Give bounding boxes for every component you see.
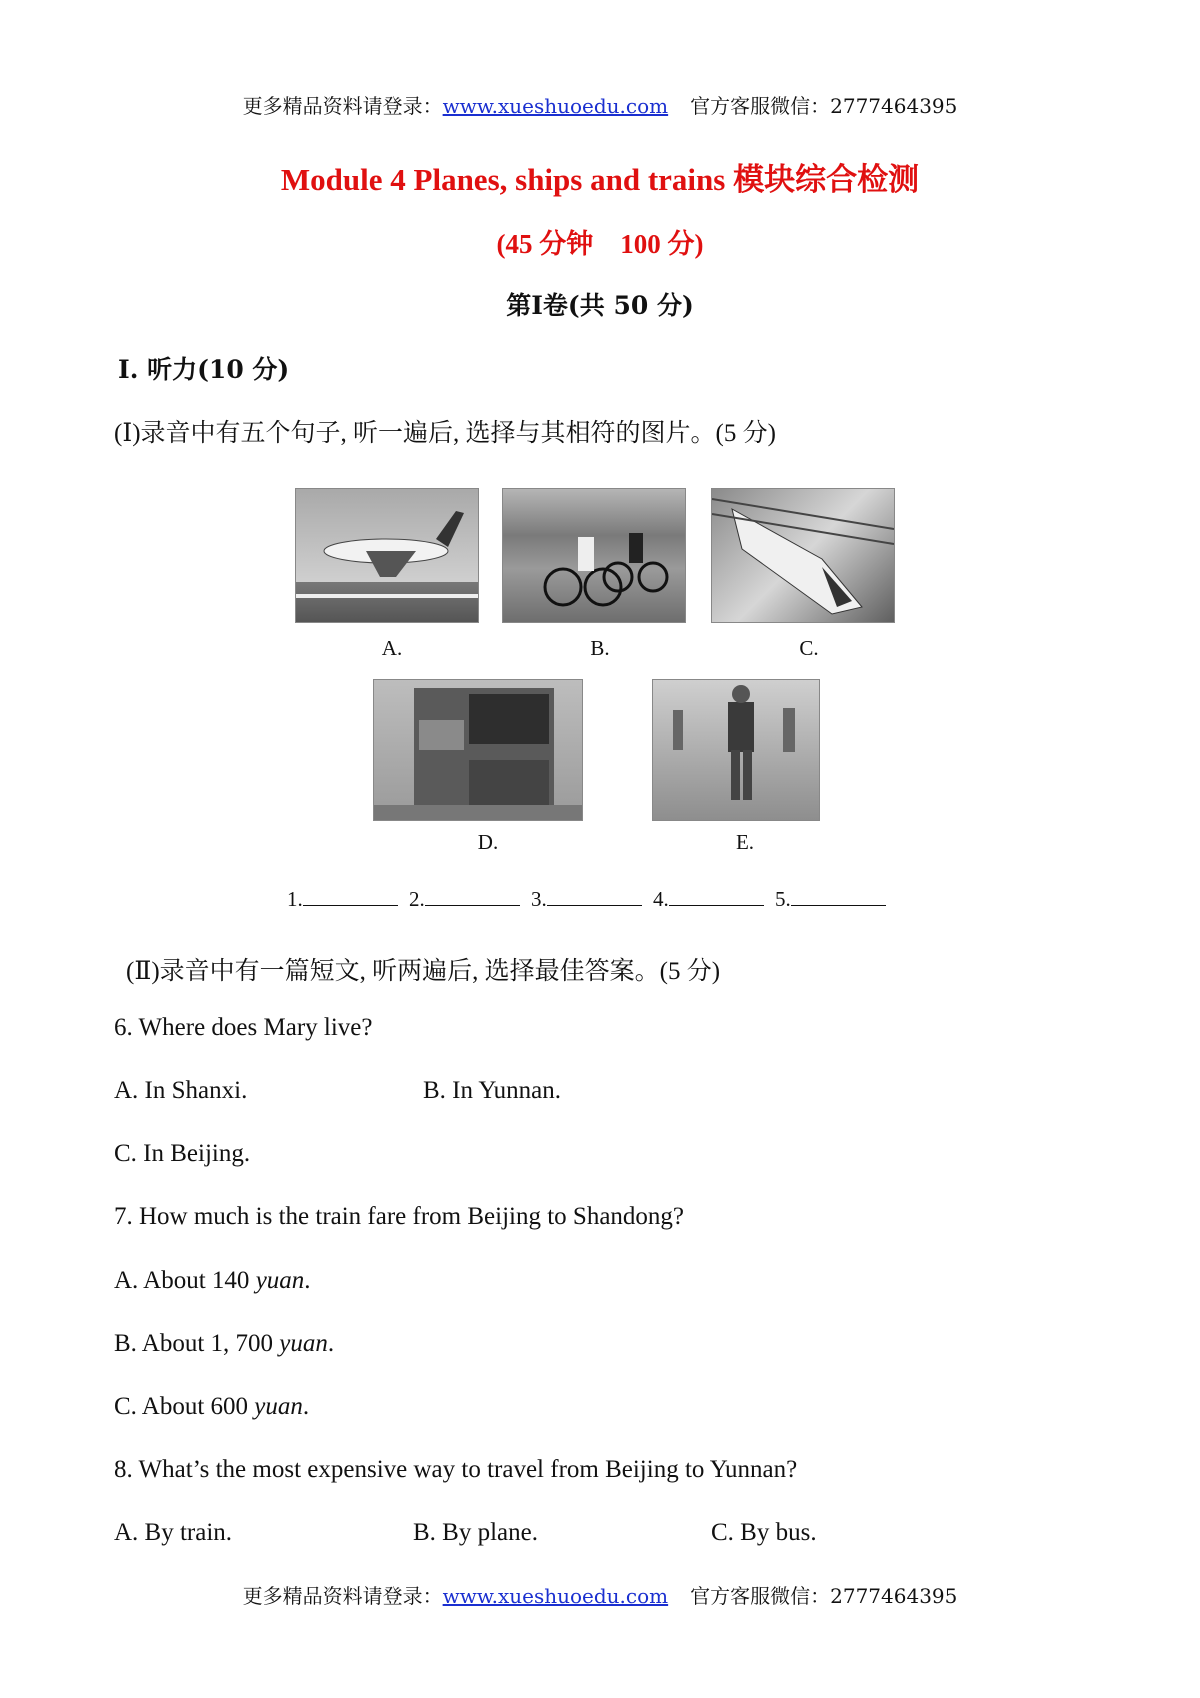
answer-blanks <box>287 887 892 912</box>
picture-label-b: B. <box>590 636 610 660</box>
q7-option-b: B. About 1, 700 yuan. <box>114 1330 335 1357</box>
blank-4[interactable] <box>669 887 764 906</box>
q6-option-c: C. In Beijing. <box>114 1140 251 1167</box>
header-prefix: 更多精品资料请登录： <box>242 94 443 118</box>
header-service: 官方客服微信：2777464395 <box>690 94 958 118</box>
header-url-link[interactable]: www.xueshuoedu.com <box>442 94 669 118</box>
q8-option-c: C. By bus. <box>711 1519 817 1546</box>
maglev-train-photo <box>711 488 895 623</box>
section-heading-listening: Ⅰ. 听力(10 分) <box>118 355 290 384</box>
footer-url-link[interactable]: www.xueshuoedu.com <box>442 1584 669 1608</box>
q8-option-a: A. By train. <box>114 1519 233 1546</box>
question-8: 8. What’s the most expensive way to travel from Beijing to Yunnan? <box>114 1456 798 1483</box>
volume-heading: 第Ⅰ卷(共 50 分) <box>506 291 694 320</box>
q7-option-a: A. About 140 yuan. <box>114 1267 311 1294</box>
question-7: 7. How much is the train fare from Beijing to Shandong? <box>114 1203 685 1230</box>
q7-option-c: C. About 600 yuan. <box>114 1393 310 1420</box>
blank-3-label: 3. <box>531 887 547 911</box>
blank-2[interactable] <box>425 887 520 906</box>
picture-label-c: C. <box>799 636 819 660</box>
picture-label-d: D. <box>477 830 499 854</box>
question-6: 6. Where does Mary live? <box>114 1014 373 1041</box>
blank-1[interactable] <box>303 887 398 906</box>
part1-instruction: (Ⅰ)录音中有五个句子, 听一遍后, 选择与其相符的图片。(5 分) <box>114 420 776 447</box>
q6-option-b: B. In Yunnan. <box>423 1077 561 1104</box>
page-subtitle: (45 分钟 100 分) <box>496 229 704 259</box>
plane-photo <box>295 488 479 623</box>
picture-label-a: A. <box>381 636 403 660</box>
q7-b-unit: yuan <box>279 1330 328 1357</box>
picture-label-e: E. <box>735 830 755 854</box>
footer-service: 官方客服微信：2777464395 <box>690 1584 958 1608</box>
blank-5-label: 5. <box>775 887 791 911</box>
page-header <box>0 90 1200 119</box>
q6-option-a: A. In Shanxi. <box>114 1077 248 1104</box>
blank-4-label: 4. <box>653 887 669 911</box>
q7-c-unit: yuan <box>254 1393 303 1420</box>
cyclists-photo <box>502 488 686 623</box>
blank-3[interactable] <box>547 887 642 906</box>
blank-5[interactable] <box>791 887 886 906</box>
page-footer <box>0 1580 1200 1609</box>
q8-option-b: B. By plane. <box>413 1519 538 1546</box>
blank-2-label: 2. <box>409 887 425 911</box>
q7-a-unit: yuan <box>255 1267 305 1294</box>
footer-prefix: 更多精品资料请登录： <box>242 1584 443 1608</box>
part2-instruction: (Ⅱ)录音中有一篇短文, 听两遍后, 选择最佳答案。(5 分) <box>126 958 721 985</box>
page-title: Module 4 Planes, ships and trains 模块综合检测 <box>280 162 920 197</box>
blank-1-label: 1. <box>287 887 303 911</box>
double-decker-bus-photo <box>373 679 583 821</box>
walking-people-photo <box>652 679 820 821</box>
